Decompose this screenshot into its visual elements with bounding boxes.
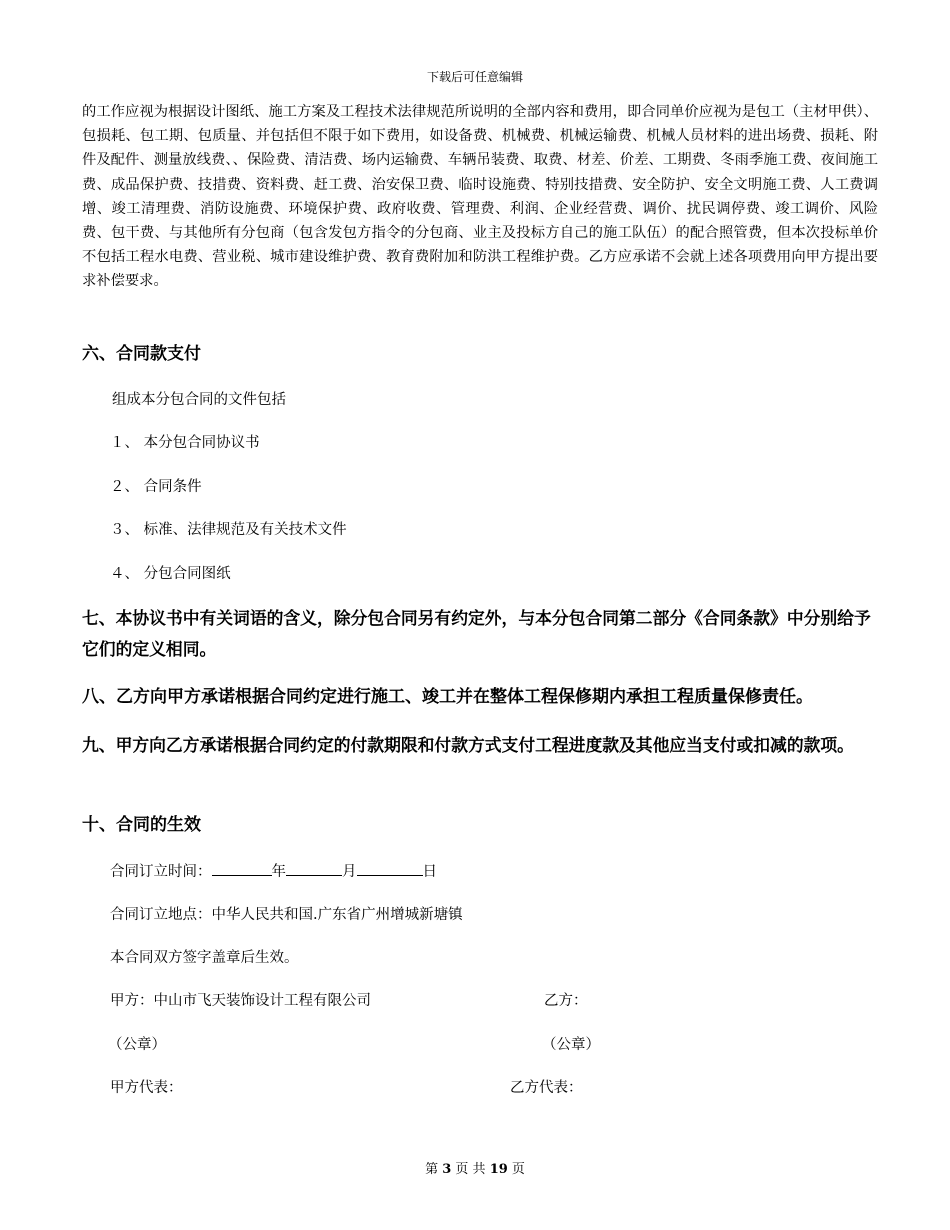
list-item: ４、 分包合同图纸 [110, 566, 231, 582]
year-label: 年 [271, 864, 286, 880]
party-a-seal: （公章） [108, 1037, 166, 1053]
day-blank[interactable] [357, 861, 423, 876]
page-footer [0, 1158, 950, 1177]
party-b-representative: 乙方代表： [510, 1080, 583, 1096]
list-item: １、 本分包合同协议书 [110, 435, 260, 451]
section-8: 八、乙方向甲方承诺根据合同约定进行施工、竣工并在整体工程保修期内承担工程质量保修责任。 [82, 687, 813, 707]
intro-paragraph: 的工作应视为根据设计图纸、施工方案及工程技术法律规范所说明的全部内容和费用，即合同单价应视为是包工（主材甲供）、包损耗、包工期、包质量、并包括但不限于如下费用，如设备费、机械费、机械运输费、机械人员材料的进出场费、损耗、附件及配件、测量放线费、、保险费、清洁费、场内运输费、车辆吊装费、取费、材差、价差、工期费、冬雨季施工费、夜间施工费、成品保护费、技措费、资料费、赶工费、治安保卫费、临时设施费、特别技措费、安全防护、安全文明施工费、人工费调增、竣工清理费、消防设施费、环境保护费、政府收费、管理费、利润、企业经营费、调价、扰民调停费、竣工调价、风险费、包干费、与其他所有分包商（包含发包方指令的分包商、业主及投标方自己的施工队伍）的配合照管费，但本次投标单价不包括工程水电费、营业税、城市建设维护费、教育费附加和防洪工程维护费。乙方应承诺不会就上述各项费用向甲方提出要求补偿要求。 [82, 104, 878, 290]
section-6-lead: 组成本分包合同的文件包括 [112, 392, 286, 408]
party-a-name: 甲方：中山市飞天装饰设计工程有限公司 [110, 993, 371, 1009]
page-header: 下载后可任意编辑 [426, 70, 523, 84]
date-label: 合同订立时间： [110, 864, 212, 880]
list-item: ３、 标准、法律规范及有关技术文件 [110, 522, 347, 538]
day-label: 日 [422, 864, 437, 880]
party-b-seal: （公章） [542, 1037, 600, 1053]
year-blank[interactable] [212, 861, 272, 876]
section-7: 七、本协议书中有关词语的含义，除分包合同另有约定外，与本分包合同第二部分《合同条款》中分别给予它们的定义相同。 [82, 608, 871, 659]
page-prefix: 第 [425, 1162, 439, 1177]
contract-effect: 本合同双方签字盖章后生效。 [110, 950, 299, 966]
page-mid: 页 共 [455, 1162, 486, 1177]
page-current: 3 [442, 1162, 452, 1177]
section-10-heading: 十、合同的生效 [82, 815, 201, 835]
section-6-heading: 六、合同款支付 [82, 344, 201, 364]
party-a-representative: 甲方代表： [110, 1080, 183, 1096]
page-total: 19 [489, 1162, 508, 1177]
page-suffix: 页 [511, 1162, 525, 1177]
month-blank[interactable] [286, 861, 342, 876]
party-b-name: 乙方： [544, 993, 588, 1009]
month-label: 月 [342, 864, 357, 880]
section-9: 九、甲方向乙方承诺根据合同约定的付款期限和付款方式支付工程进度款及其他应当支付或扣减的款项。 [82, 735, 854, 755]
contract-place: 合同订立地点：中华人民共和国.广东省广州增城新塘镇 [110, 907, 463, 923]
list-item: ２、 合同条件 [110, 479, 202, 495]
contract-date-line [110, 861, 437, 882]
